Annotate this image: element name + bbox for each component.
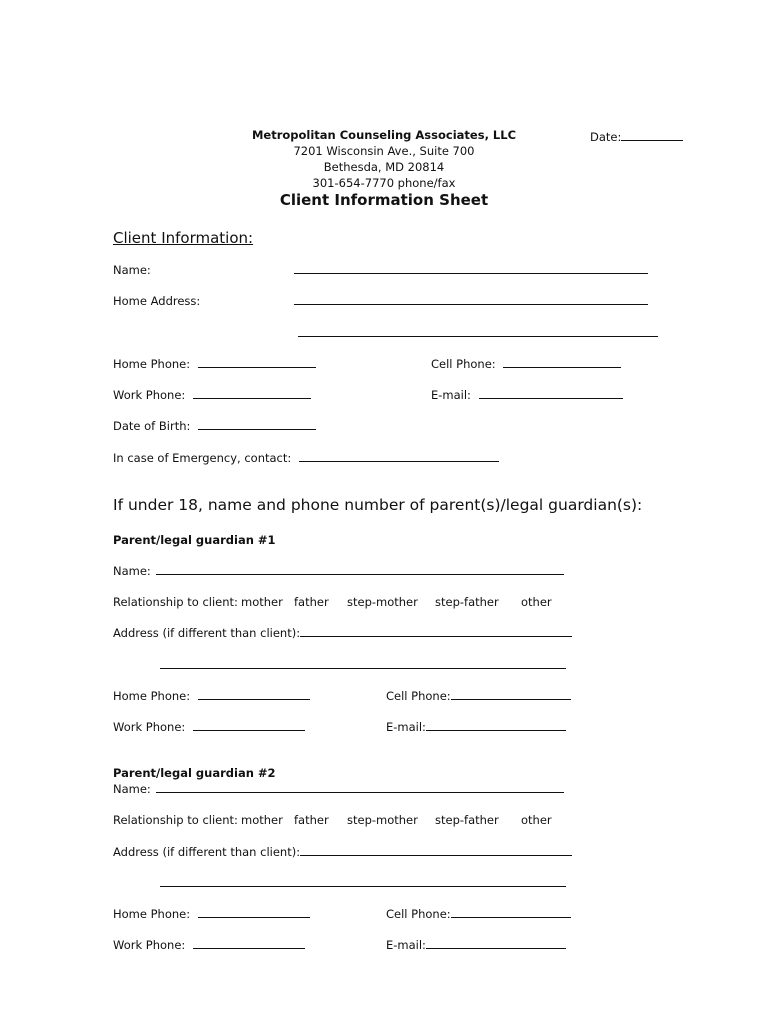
guardian1-email-field[interactable] — [426, 720, 566, 731]
work-phone-field[interactable] — [193, 388, 311, 399]
guardian2-name-field[interactable] — [156, 782, 564, 793]
guardian1-home-phone-row — [113, 689, 310, 703]
guardian2-email-label: E-mail: — [386, 938, 426, 952]
email-label: E-mail: — [431, 388, 471, 402]
guardian2-work-phone-label: Work Phone: — [113, 938, 186, 952]
org-address-line2: Bethesda, MD 20814 — [323, 160, 445, 174]
guardian2-email-field[interactable] — [426, 938, 566, 949]
guardian1-home-phone-label: Home Phone: — [113, 689, 191, 703]
guardian2-home-phone-label: Home Phone: — [113, 907, 191, 921]
guardian2-home-phone-row — [113, 907, 310, 921]
guardian1-option-father[interactable]: father — [294, 595, 329, 609]
page-title: Client Information Sheet — [279, 191, 489, 209]
org-phone: 301-654-7770 phone/fax — [312, 176, 456, 190]
guardian2-cell-phone-field[interactable] — [451, 907, 571, 918]
emergency-field[interactable] — [299, 451, 499, 462]
guardian1-work-phone-label: Work Phone: — [113, 720, 186, 734]
guardian1-option-step-father[interactable]: step-father — [435, 595, 499, 609]
guardian1-cell-phone-label: Cell Phone: — [386, 689, 451, 703]
emergency-label: In case of Emergency, contact: — [113, 451, 292, 465]
guardian1-address-label: Address (if different than client): — [113, 626, 301, 640]
org-name: Metropolitan Counseling Associates, LLC — [251, 128, 517, 142]
date-row — [590, 130, 683, 144]
date-field[interactable] — [621, 130, 683, 141]
email-field[interactable] — [479, 388, 623, 399]
cell-phone-field[interactable] — [503, 357, 621, 368]
guardian1-title: Parent/legal guardian #1 — [113, 533, 276, 547]
home-phone-label: Home Phone: — [113, 357, 191, 371]
work-phone-row — [113, 388, 311, 402]
guardian2-address-field-2[interactable] — [160, 876, 566, 887]
guardian1-work-phone-row — [113, 720, 305, 734]
dob-field[interactable] — [198, 419, 316, 430]
guardian1-name-label: Name: — [113, 564, 151, 578]
guardian1-address-field-1[interactable] — [300, 626, 572, 637]
guardian2-work-phone-row — [113, 938, 305, 952]
guardian1-cell-phone-field[interactable] — [451, 689, 571, 700]
guardian2-work-phone-field[interactable] — [193, 938, 305, 949]
client-name-label: Name: — [113, 263, 151, 277]
dob-label: Date of Birth: — [113, 419, 191, 433]
guardian1-name-row — [113, 564, 564, 578]
guardian2-email-row — [386, 938, 566, 952]
home-phone-row — [113, 357, 316, 371]
home-address-field-2[interactable] — [298, 326, 658, 337]
guardian2-relationship-label: Relationship to client: — [113, 813, 238, 827]
guardian2-option-father[interactable]: father — [294, 813, 329, 827]
guardian2-option-step-mother[interactable]: step-mother — [347, 813, 418, 827]
guardian2-address-label: Address (if different than client): — [113, 845, 301, 859]
home-address-field-1[interactable] — [294, 294, 648, 305]
guardian1-name-field[interactable] — [156, 564, 564, 575]
guardian1-home-phone-field[interactable] — [198, 689, 310, 700]
client-name-field[interactable] — [294, 263, 648, 274]
cell-phone-label: Cell Phone: — [431, 357, 496, 371]
guardian2-option-step-father[interactable]: step-father — [435, 813, 499, 827]
guardian1-address-row — [113, 626, 572, 640]
guardian1-option-mother[interactable]: mother — [241, 595, 283, 609]
dob-row — [113, 419, 316, 433]
guardian2-title: Parent/legal guardian #2 — [113, 766, 276, 780]
guardian1-work-phone-field[interactable] — [193, 720, 305, 731]
guardian2-home-phone-field[interactable] — [198, 907, 310, 918]
guardian2-name-row — [113, 782, 564, 796]
guardian1-cell-phone-row — [386, 689, 571, 703]
home-address-label: Home Address: — [113, 294, 201, 308]
guardian1-email-label: E-mail: — [386, 720, 426, 734]
guardian2-option-mother[interactable]: mother — [241, 813, 283, 827]
guardian2-address-field-1[interactable] — [300, 845, 572, 856]
client-section-title: Client Information: — [113, 229, 254, 247]
minor-heading: If under 18, name and phone number of parent(s)/legal guardian(s): — [113, 496, 643, 514]
guardian2-cell-phone-label: Cell Phone: — [386, 907, 451, 921]
date-label: Date: — [590, 130, 622, 144]
guardian2-name-label: Name: — [113, 782, 151, 796]
email-row — [431, 388, 623, 402]
guardian2-cell-phone-row — [386, 907, 571, 921]
cell-phone-row — [431, 357, 621, 371]
guardian1-option-other[interactable]: other — [521, 595, 552, 609]
guardian2-option-other[interactable]: other — [521, 813, 552, 827]
guardian1-email-row — [386, 720, 566, 734]
work-phone-label: Work Phone: — [113, 388, 186, 402]
guardian2-address-row — [113, 845, 572, 859]
home-phone-field[interactable] — [198, 357, 316, 368]
guardian1-option-step-mother[interactable]: step-mother — [347, 595, 418, 609]
guardian1-relationship-label: Relationship to client: — [113, 595, 238, 609]
emergency-row — [113, 451, 499, 465]
org-address-line1: 7201 Wisconsin Ave., Suite 700 — [293, 144, 475, 158]
guardian1-address-field-2[interactable] — [160, 658, 566, 669]
